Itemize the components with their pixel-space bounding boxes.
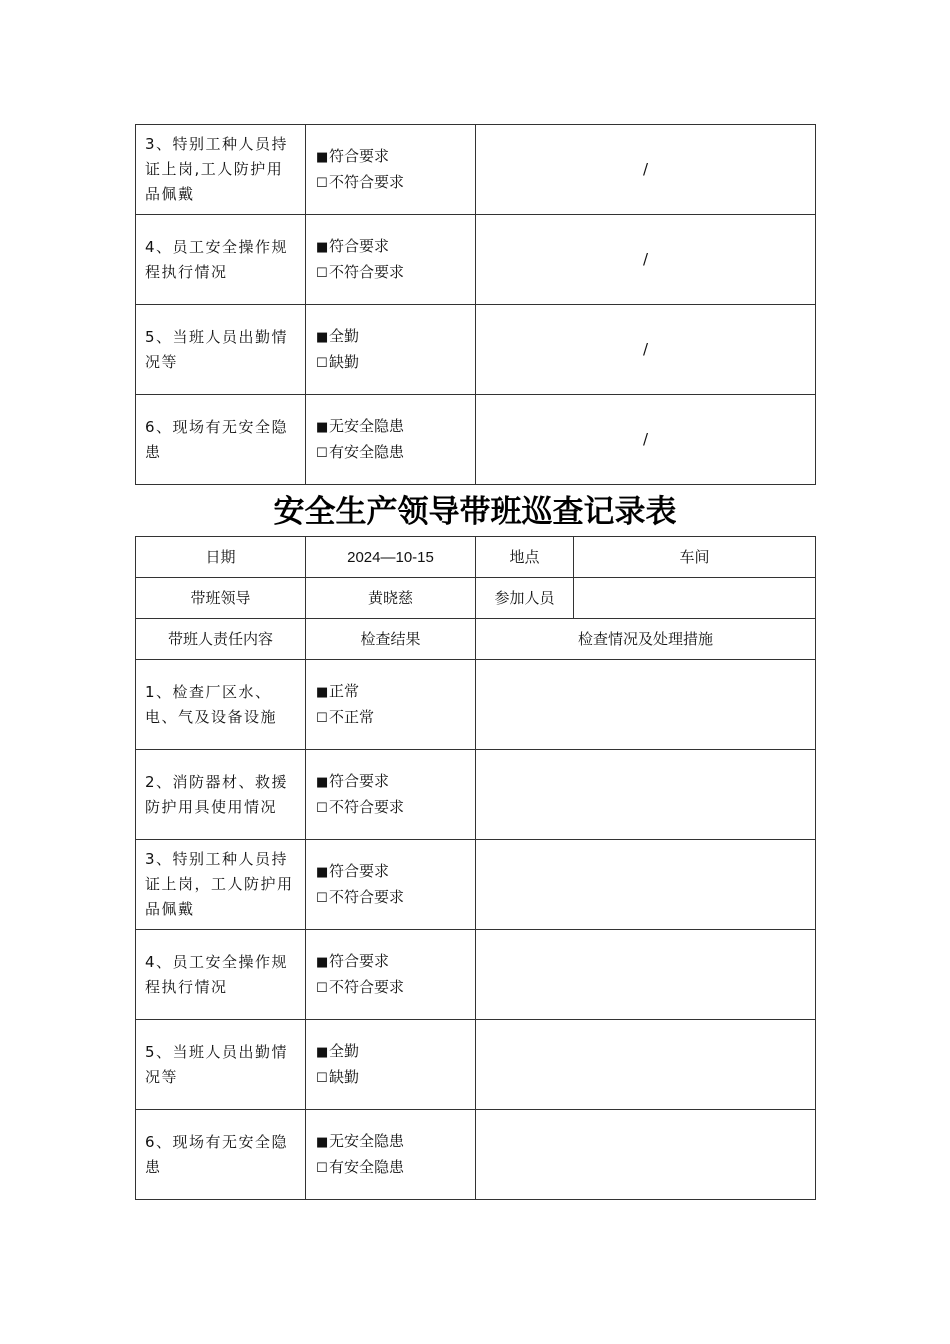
option-label: 不正常 — [329, 707, 375, 726]
table-row — [136, 395, 816, 485]
responsibility-item: 6、现场有无安全隐患 — [136, 1110, 306, 1200]
table-row — [136, 750, 816, 840]
option-label: 不符合要求 — [329, 262, 405, 281]
empty-checkbox-icon: ☐ — [316, 355, 328, 371]
unchecked-option[interactable] — [316, 975, 469, 1001]
upper-inspection-table — [135, 124, 816, 485]
table-row — [136, 578, 816, 619]
table-row — [136, 930, 816, 1020]
option-label: 符合要求 — [329, 771, 390, 790]
checked-option[interactable] — [316, 1129, 469, 1155]
measures-cell: / — [476, 125, 816, 215]
location-label: 地点 — [476, 537, 574, 578]
filled-checkbox-icon: ■ — [316, 954, 329, 970]
option-label: 不符合要求 — [329, 172, 405, 191]
option-label: 不符合要求 — [329, 797, 405, 816]
filled-checkbox-icon: ■ — [316, 774, 329, 790]
empty-checkbox-icon: ☐ — [316, 710, 328, 726]
measures-cell: / — [476, 215, 816, 305]
option-label: 缺勤 — [329, 1067, 360, 1086]
unchecked-option[interactable] — [316, 885, 469, 911]
filled-checkbox-icon: ■ — [316, 1044, 329, 1060]
checked-option[interactable] — [316, 234, 469, 260]
option-label: 无安全隐患 — [329, 1131, 405, 1150]
date-value[interactable]: 2024—10-15 — [306, 537, 476, 578]
checked-option[interactable] — [316, 1039, 469, 1065]
checked-option[interactable] — [316, 324, 469, 350]
check-result — [306, 305, 476, 395]
check-result — [306, 840, 476, 930]
table-row — [136, 215, 816, 305]
check-result — [306, 125, 476, 215]
option-label: 缺勤 — [329, 352, 360, 371]
check-result — [306, 215, 476, 305]
column-header-item: 带班人责任内容 — [136, 619, 306, 660]
option-label: 全勤 — [329, 326, 360, 345]
table-row — [136, 1020, 816, 1110]
table-row — [136, 305, 816, 395]
unchecked-option[interactable] — [316, 1155, 469, 1181]
filled-checkbox-icon: ■ — [316, 329, 329, 345]
check-result — [306, 1020, 476, 1110]
participants-label: 参加人员 — [476, 578, 574, 619]
unchecked-option[interactable] — [316, 795, 469, 821]
checked-option[interactable] — [316, 949, 469, 975]
unchecked-option[interactable] — [316, 705, 469, 731]
checked-option[interactable] — [316, 414, 469, 440]
option-label: 符合要求 — [329, 861, 390, 880]
empty-checkbox-icon: ☐ — [316, 445, 328, 461]
responsibility-item: 6、现场有无安全隐患 — [136, 395, 306, 485]
unchecked-option[interactable] — [316, 1065, 469, 1091]
column-header-measures: 检查情况及处理措施 — [476, 619, 816, 660]
responsibility-item: 4、员工安全操作规程执行情况 — [136, 215, 306, 305]
measures-cell: / — [476, 305, 816, 395]
measures-cell[interactable] — [476, 840, 816, 930]
responsibility-item: 4、员工安全操作规程执行情况 — [136, 930, 306, 1020]
empty-checkbox-icon: ☐ — [316, 890, 328, 906]
location-value[interactable]: 车间 — [574, 537, 816, 578]
unchecked-option[interactable] — [316, 260, 469, 286]
responsibility-item: 1、检查厂区水、电、气及设备设施 — [136, 660, 306, 750]
measures-cell[interactable] — [476, 1020, 816, 1110]
leader-value[interactable]: 黄晓慈 — [306, 578, 476, 619]
check-result — [306, 1110, 476, 1200]
patrol-record-table — [135, 536, 816, 1200]
document-title: 安全生产领导带班巡查记录表 — [273, 494, 677, 530]
option-label: 不符合要求 — [329, 887, 405, 906]
checked-option[interactable] — [316, 859, 469, 885]
check-result — [306, 930, 476, 1020]
filled-checkbox-icon: ■ — [316, 239, 329, 255]
column-header-result: 检查结果 — [306, 619, 476, 660]
check-result — [306, 660, 476, 750]
column-header-row — [136, 619, 816, 660]
empty-checkbox-icon: ☐ — [316, 1070, 328, 1086]
responsibility-item: 2、消防器材、救援防护用具使用情况 — [136, 750, 306, 840]
table-row — [136, 840, 816, 930]
table-row — [136, 660, 816, 750]
measures-cell[interactable] — [476, 930, 816, 1020]
responsibility-item: 3、特别工种人员持证上岗，工人防护用品佩戴 — [136, 840, 306, 930]
empty-checkbox-icon: ☐ — [316, 265, 328, 281]
empty-checkbox-icon: ☐ — [316, 980, 328, 996]
measures-cell[interactable] — [476, 1110, 816, 1200]
filled-checkbox-icon: ■ — [316, 1134, 329, 1150]
option-label: 有安全隐患 — [329, 1157, 405, 1176]
responsibility-item: 5、当班人员出勤情况等 — [136, 305, 306, 395]
filled-checkbox-icon: ■ — [316, 149, 329, 165]
option-label: 符合要求 — [329, 146, 390, 165]
date-label: 日期 — [136, 537, 306, 578]
checked-option[interactable] — [316, 769, 469, 795]
unchecked-option[interactable] — [316, 170, 469, 196]
option-label: 全勤 — [329, 1041, 360, 1060]
leader-label: 带班领导 — [136, 578, 306, 619]
checked-option[interactable] — [316, 144, 469, 170]
responsibility-item: 3、特别工种人员持证上岗,工人防护用品佩戴 — [136, 125, 306, 215]
empty-checkbox-icon: ☐ — [316, 175, 328, 191]
filled-checkbox-icon: ■ — [316, 864, 329, 880]
table-row — [136, 1110, 816, 1200]
option-label: 符合要求 — [329, 951, 390, 970]
option-label: 有安全隐患 — [329, 442, 405, 461]
unchecked-option[interactable] — [316, 350, 469, 376]
measures-cell: / — [476, 395, 816, 485]
empty-checkbox-icon: ☐ — [316, 800, 328, 816]
participants-value[interactable] — [574, 578, 816, 619]
empty-checkbox-icon: ☐ — [316, 1160, 328, 1176]
table-row — [136, 537, 816, 578]
table-row — [136, 125, 816, 215]
option-label: 不符合要求 — [329, 977, 405, 996]
filled-checkbox-icon: ■ — [316, 684, 329, 700]
responsibility-item: 5、当班人员出勤情况等 — [136, 1020, 306, 1110]
unchecked-option[interactable] — [316, 440, 469, 466]
checked-option[interactable] — [316, 679, 469, 705]
option-label: 无安全隐患 — [329, 416, 405, 435]
check-result — [306, 395, 476, 485]
filled-checkbox-icon: ■ — [316, 419, 329, 435]
measures-cell[interactable] — [476, 750, 816, 840]
measures-cell[interactable] — [476, 660, 816, 750]
option-label: 正常 — [329, 681, 360, 700]
check-result — [306, 750, 476, 840]
option-label: 符合要求 — [329, 236, 390, 255]
